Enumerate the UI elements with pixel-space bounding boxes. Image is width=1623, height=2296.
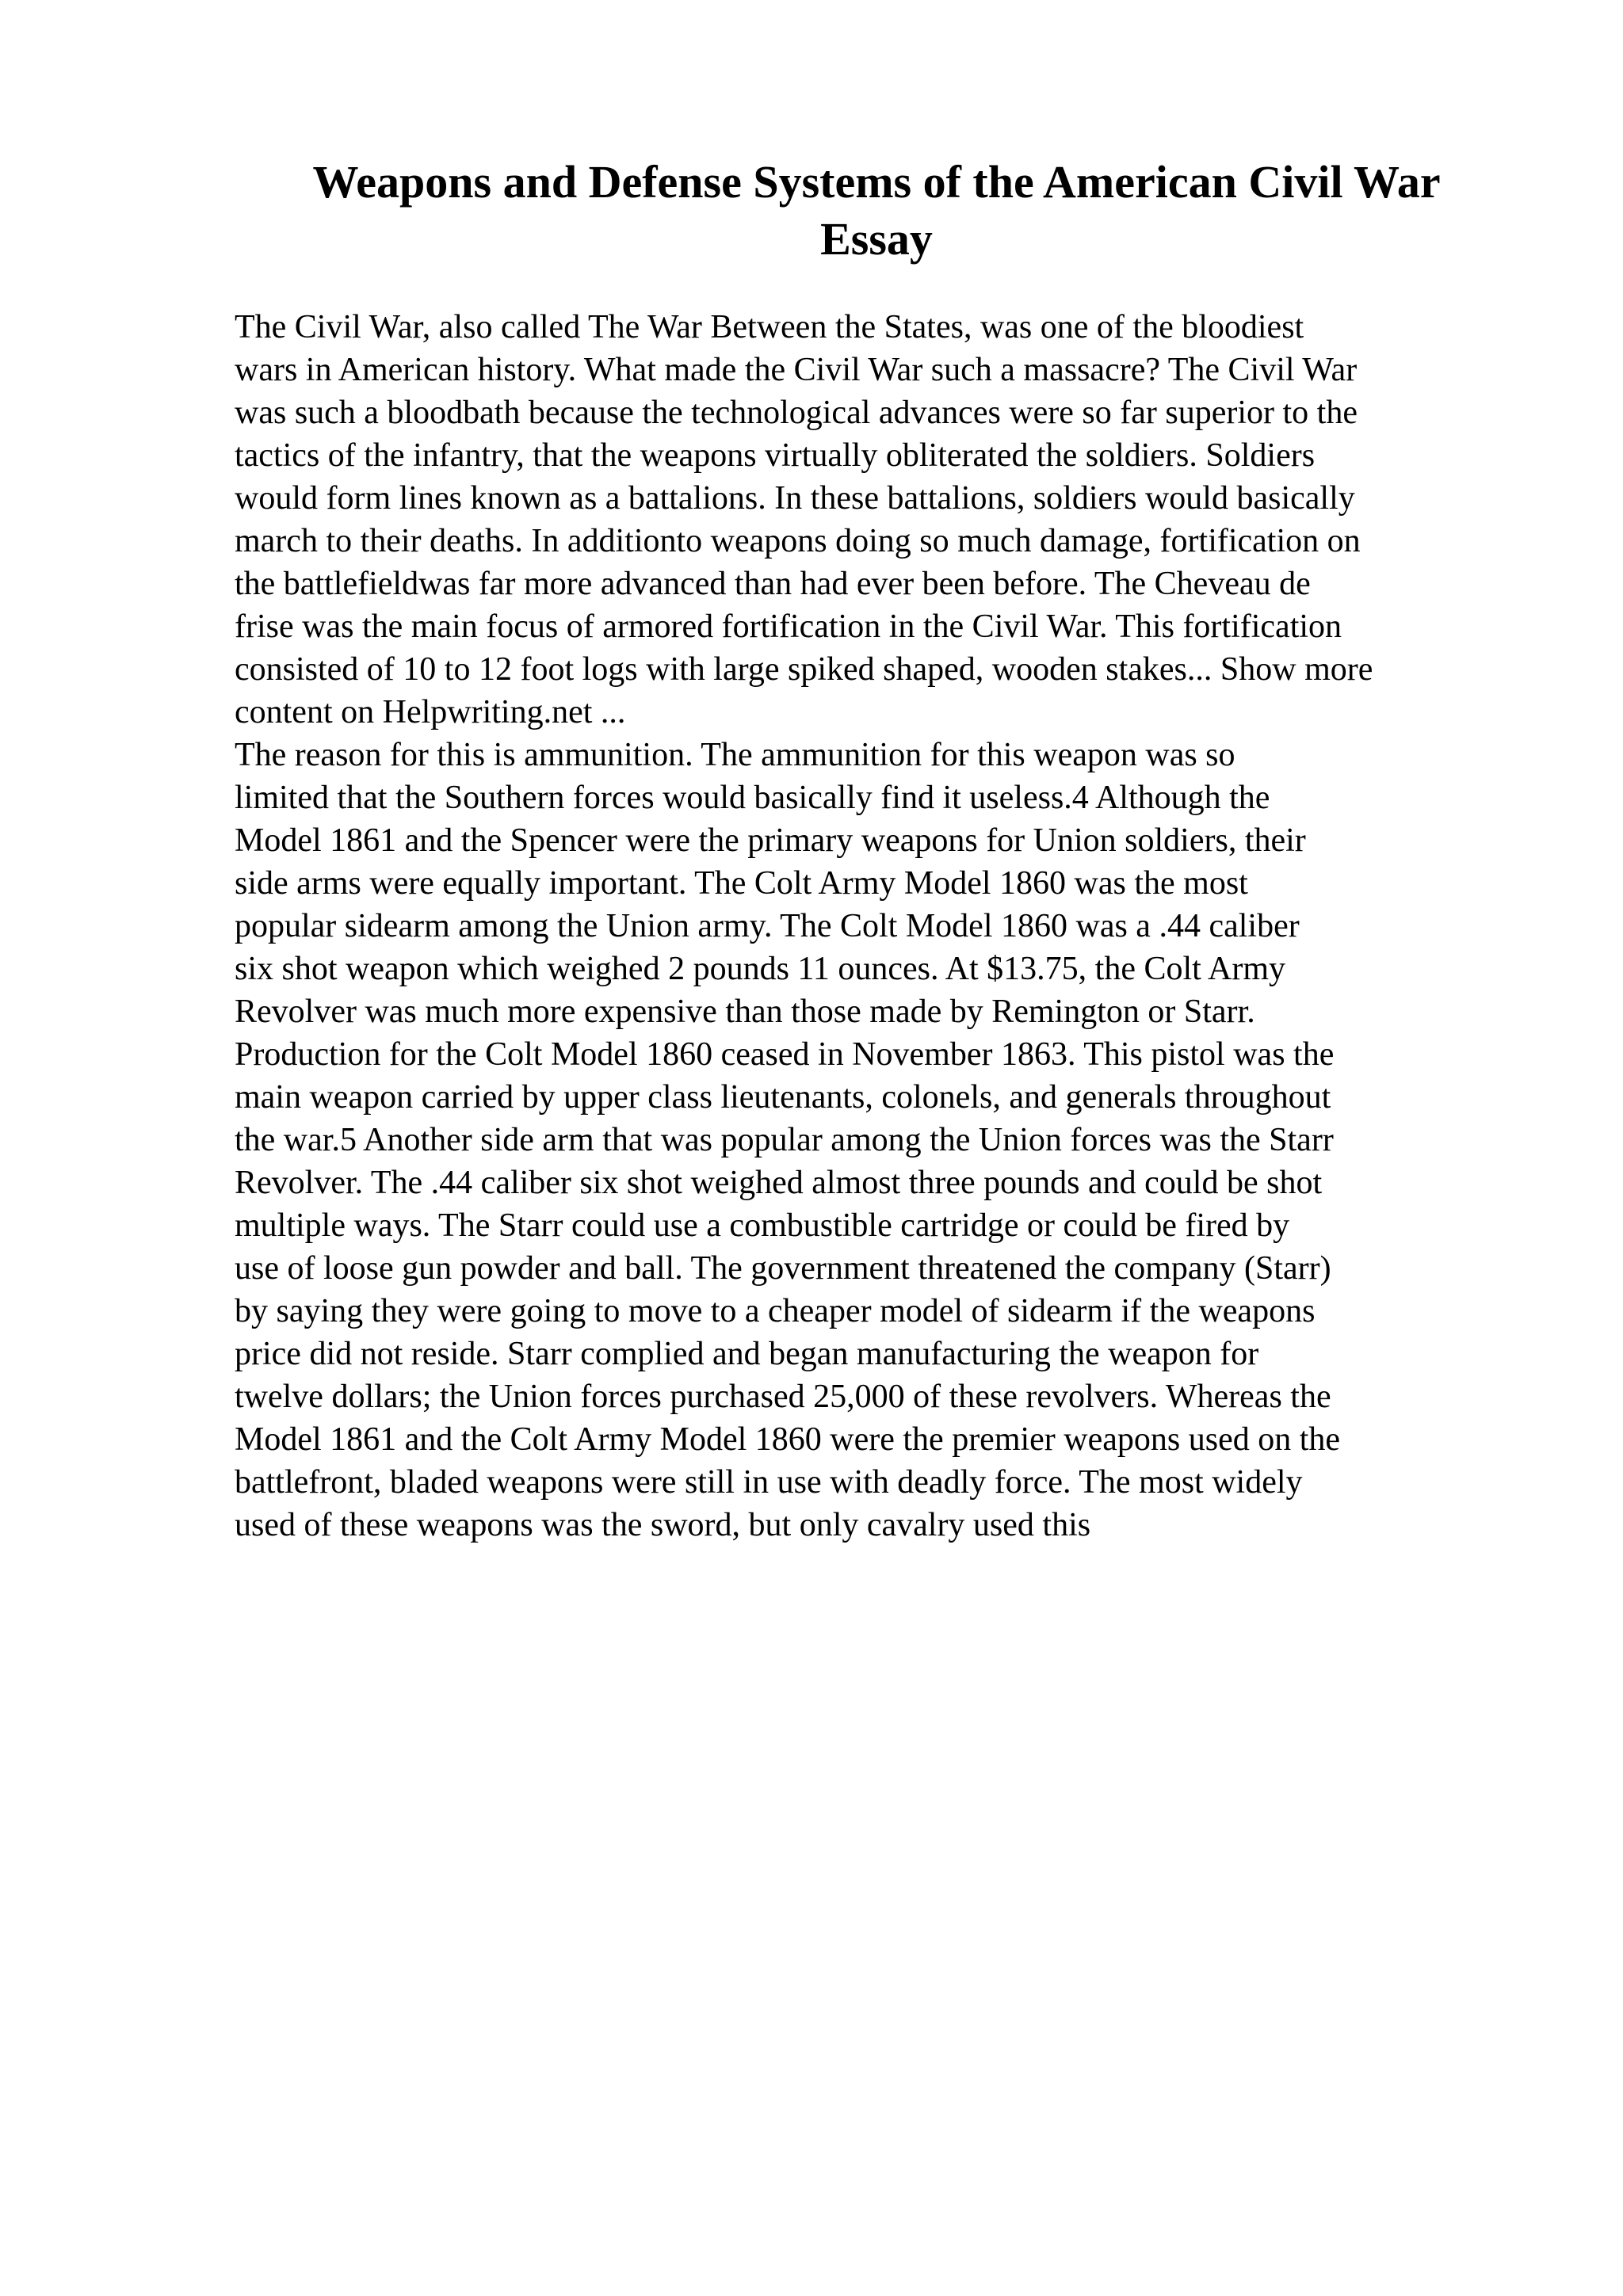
text-line: price did not reside. Starr complied and began manufacturing the weapon for — [235, 1336, 1259, 1372]
paragraph-intro — [235, 306, 1518, 734]
text-line: Revolver. The .44 caliber six shot weighed almost three pounds and could be shot — [235, 1165, 1323, 1201]
paragraph-continuation — [235, 734, 1518, 1547]
text-line: by saying they were going to move to a cheaper model of sidearm if the weapons — [235, 1293, 1316, 1329]
text-line: side arms were equally important. The Colt Army Model 1860 was the most — [235, 865, 1248, 902]
text-line: multiple ways. The Starr could use a combustible cartridge or could be fired by — [235, 1207, 1290, 1244]
document-body — [235, 306, 1518, 1547]
text-line: The Civil War, also called The War Between the States, was one of the bloodiest — [235, 309, 1304, 345]
text-line: Revolver was much more expensive than those made by Remington or Starr. — [235, 994, 1255, 1030]
text-line: consisted of 10 to 12 foot logs with large spiked shaped, wooden stakes... Show more — [235, 651, 1373, 688]
text-line: tactics of the infantry, that the weapons virtually obliterated the soldiers. Soldiers — [235, 437, 1316, 474]
text-line: march to their deaths. In additionto weapons doing so much damage, fortification on — [235, 523, 1361, 559]
text-line: main weapon carried by upper class lieutenants, colonels, and generals throughout — [235, 1079, 1331, 1116]
document-title — [235, 154, 1518, 268]
text-line: Production for the Colt Model 1860 ceased in November 1863. This pistol was the — [235, 1036, 1335, 1073]
text-line: limited that the Southern forces would basically find it useless.4 Although the — [235, 780, 1270, 816]
text-line: used of these weapons was the sword, but only cavalry used this — [235, 1507, 1091, 1543]
text-line: The reason for this is ammunition. The ammunition for this weapon was so — [235, 737, 1235, 773]
text-line: use of loose gun powder and ball. The government threatened the company (Starr) — [235, 1250, 1331, 1287]
text-line: popular sidearm among the Union army. The Colt Model 1860 was a .44 caliber — [235, 908, 1300, 944]
text-line: Model 1861 and the Spencer were the primary weapons for Union soldiers, their — [235, 822, 1306, 859]
text-line: the war.5 Another side arm that was popular among the Union forces was the Starr — [235, 1122, 1334, 1158]
text-line: twelve dollars; the Union forces purchased 25,000 of these revolvers. Whereas the — [235, 1379, 1331, 1415]
text-line: Model 1861 and the Colt Army Model 1860 were the premier weapons used on the — [235, 1421, 1341, 1458]
title-line: Essay — [820, 213, 933, 265]
text-line: content on Helpwriting.net ... — [235, 694, 626, 730]
text-line: battlefront, bladed weapons were still in use with deadly force. The most widely — [235, 1464, 1303, 1501]
text-line: would form lines known as a battalions. In these battalions, soldiers would basically — [235, 480, 1355, 517]
text-line: the battlefieldwas far more advanced than had ever been before. The Cheveau de — [235, 566, 1311, 602]
text-line: wars in American history. What made the Civil War such a massacre? The Civil War — [235, 352, 1358, 388]
text-line: six shot weapon which weighed 2 pounds 11 ounces. At $13.75, the Colt Army — [235, 951, 1285, 987]
title-line: Weapons and Defense Systems of the American Civil War — [312, 156, 1441, 208]
text-line: was such a bloodbath because the technological advances were so far superior to the — [235, 395, 1358, 431]
text-line: frise was the main focus of armored fortification in the Civil War. This fortification — [235, 608, 1342, 645]
